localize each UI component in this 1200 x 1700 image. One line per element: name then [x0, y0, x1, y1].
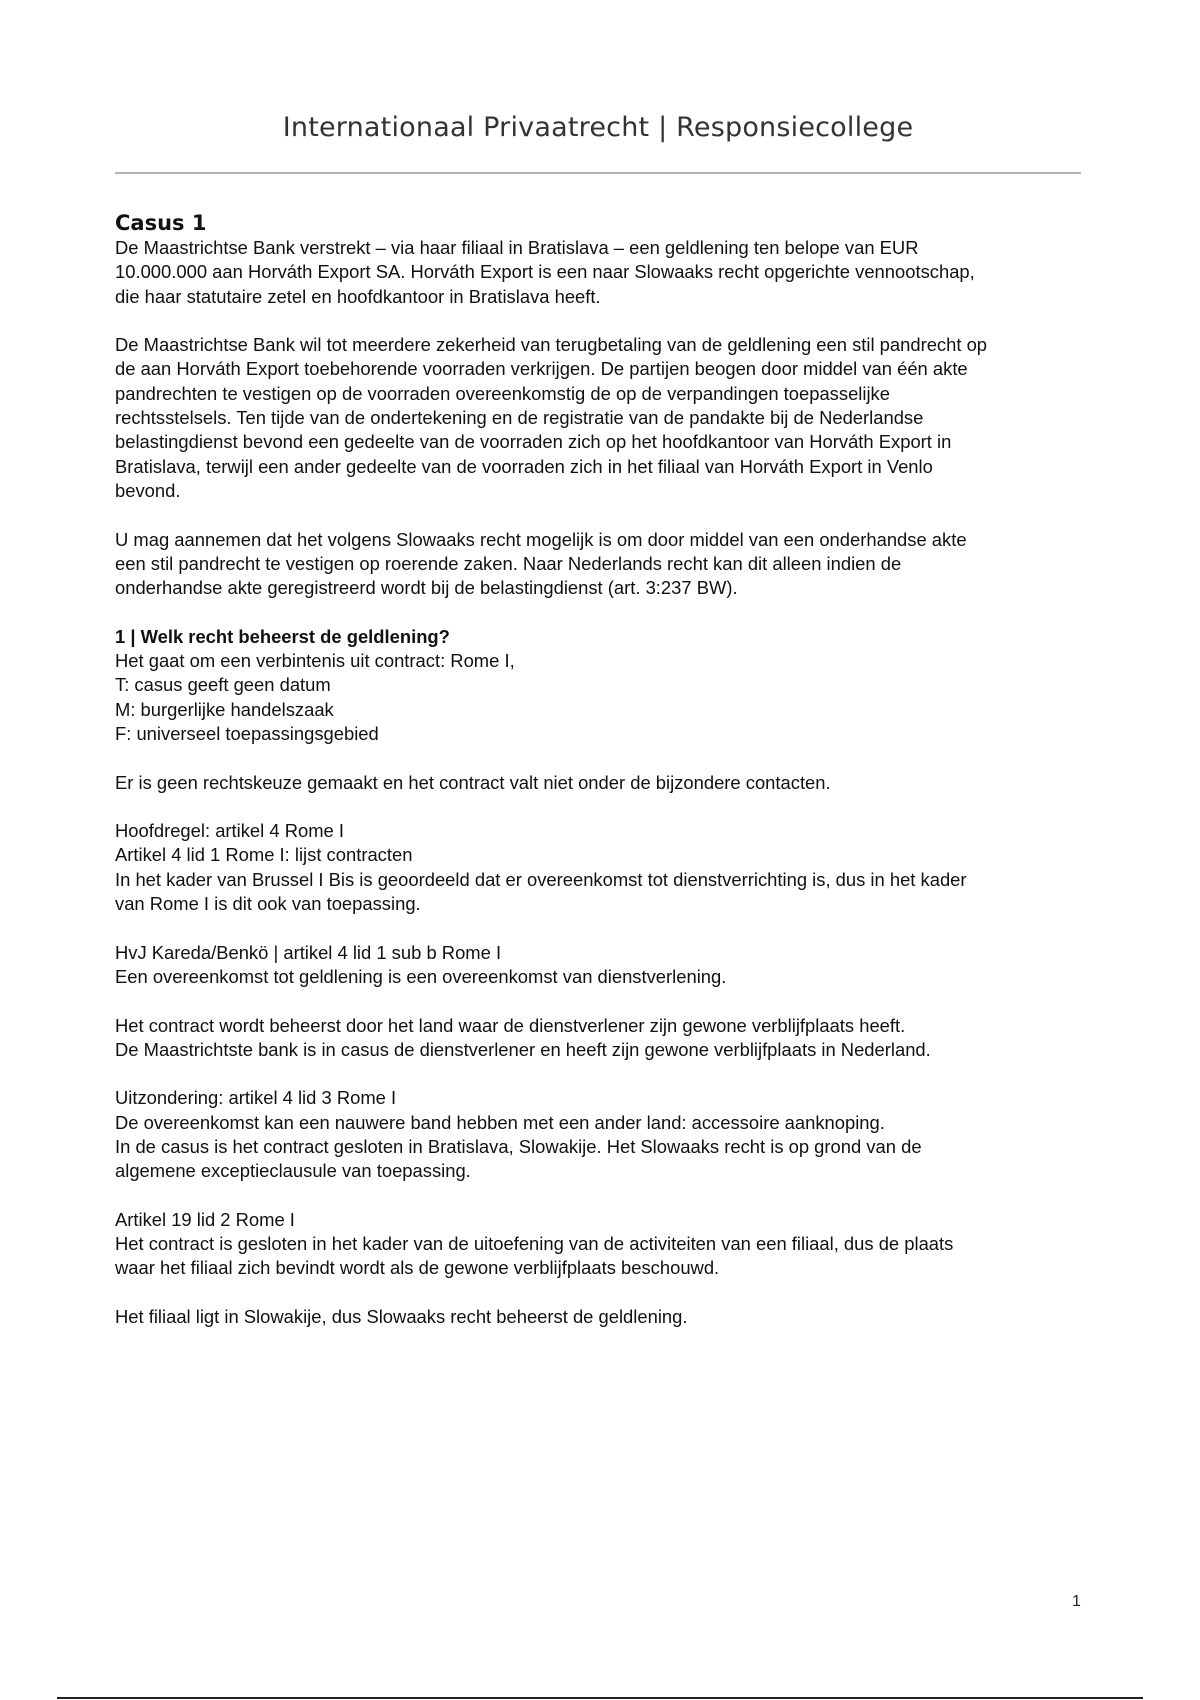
text-line: De overeenkomst kan een nauwere band hebben met een ander land: accessoire aanknoping.: [115, 1111, 885, 1133]
text-line: Het gaat om een verbintenis uit contract: Rome I,: [115, 650, 515, 672]
text-line: Het contract is gesloten in het kader van de uitoefening van de activiteiten van een filiaal, dus de plaats: [115, 1233, 954, 1255]
text-line: In het kader van Brussel I Bis is geoordeeld dat er overeenkomst tot dienstverrichting is, dus in het kader: [115, 868, 967, 890]
text-line: de aan Horváth Export toebehorende voorraden verkrijgen. De partijen beogen door middel van één akte: [115, 358, 968, 380]
text-line: Bratislava, terwijl een ander gedeelte van de voorraden zich in het filiaal van Horváth Export in Venlo: [115, 455, 933, 477]
text-line: die haar statutaire zetel en hoofdkantoor in Bratislava heeft.: [115, 285, 601, 307]
kareda-paragraph: [115, 941, 1100, 990]
text-line: Artikel 19 lid 2 Rome I: [115, 1208, 295, 1230]
text-line: waar het filiaal zich bevindt wordt als de gewone verblijfplaats beschouwd.: [115, 1257, 720, 1279]
main-rule-paragraph: [115, 819, 1100, 916]
text-line: Uitzondering: artikel 4 lid 3 Rome I: [115, 1087, 397, 1109]
text-line: algemene exceptieclausule van toepassing.: [115, 1160, 471, 1182]
exception-paragraph: [115, 1086, 1100, 1183]
text-line: De Maastrichtse Bank wil tot meerdere zekerheid van terugbetaling van de geldlening een stil pandrecht op: [115, 334, 988, 356]
text-line: belastingdienst bevond een gedeelte van de voorraden zich op het hoofdkantoor van Horváth Export in: [115, 431, 952, 453]
text-line: bevond.: [115, 479, 181, 501]
text-line: Hoofdregel: artikel 4 Rome I: [115, 820, 344, 842]
text-line: rechtsstelsels. Ten tijde van de ondertekening en de registratie van de pandakte bij de Nederlandse: [115, 407, 924, 429]
text-line: van Rome I is dit ook van toepassing.: [115, 893, 421, 915]
header-divider: [115, 172, 1081, 174]
article-19-paragraph: [115, 1208, 1100, 1281]
text-line: Er is geen rechtskeuze gemaakt en het contract valt niet onder de bijzondere contacten.: [115, 771, 831, 793]
question-1-scope: [115, 625, 1100, 746]
residence-paragraph: [115, 1014, 1100, 1063]
conclusion-paragraph: [115, 1305, 1100, 1329]
text-line: M: burgerlijke handelszaak: [115, 698, 334, 720]
text-line: Een overeenkomst tot geldlening is een overeenkomst van dienstverlening.: [115, 965, 727, 987]
footer-divider: [57, 1697, 1143, 1699]
text-line: T: casus geeft geen datum: [115, 674, 331, 696]
text-line: Artikel 4 lid 1 Rome I: lijst contracten: [115, 844, 413, 866]
text-line: In de casus is het contract gesloten in Bratislava, Slowakije. Het Slowaaks recht is op grond van de: [115, 1135, 922, 1157]
text-line: pandrechten te vestigen op de voorraden overeenkomstig de op de verpandingen toepasselijke: [115, 382, 890, 404]
question-1-title: 1 | Welk recht beheerst de geldlening?: [115, 625, 450, 647]
page-number: 1: [1072, 1593, 1081, 1610]
no-choice-paragraph: [115, 771, 1100, 795]
text-line: Het filiaal ligt in Slowakije, dus Slowaaks recht beheerst de geldlening.: [115, 1306, 688, 1328]
text-line: F: universeel toepassingsgebied: [115, 722, 379, 744]
text-line: een stil pandrecht te vestigen op roerende zaken. Naar Nederlands recht kan dit alleen indien de: [115, 552, 902, 574]
text-line: Het contract wordt beheerst door het land waar de dienstverlener zijn gewone verblijfplaats heeft.: [115, 1014, 906, 1036]
text-line: HvJ Kareda/Benkö | artikel 4 lid 1 sub b Rome I: [115, 941, 502, 963]
document-body: [115, 208, 1100, 1354]
text-line: De Maastrichtste bank is in casus de dienstverlener en heeft zijn gewone verblijfplaats in Nederland.: [115, 1038, 931, 1060]
text-line: 10.000.000 aan Horváth Export SA. Horváth Export is een naar Slowaaks recht opgerichte vennootschap,: [115, 261, 975, 283]
casus-assumption-paragraph: [115, 528, 1100, 601]
text-line: De Maastrichtse Bank verstrekt – via haar filiaal in Bratislava – een geldlening ten belope van EUR: [115, 237, 919, 258]
text-line: onderhandse akte geregistreerd wordt bij de belastingdienst (art. 3:237 BW).: [115, 577, 738, 599]
casus-intro-paragraph: [115, 236, 1100, 309]
text-line: U mag aannemen dat het volgens Slowaaks recht mogelijk is om door middel van een onderhandse akte: [115, 528, 967, 550]
page-title: Internationaal Privaatrecht | Responsiecollege: [282, 112, 914, 143]
casus-title: Casus 1: [115, 211, 207, 235]
casus-pand-paragraph: [115, 333, 1100, 503]
